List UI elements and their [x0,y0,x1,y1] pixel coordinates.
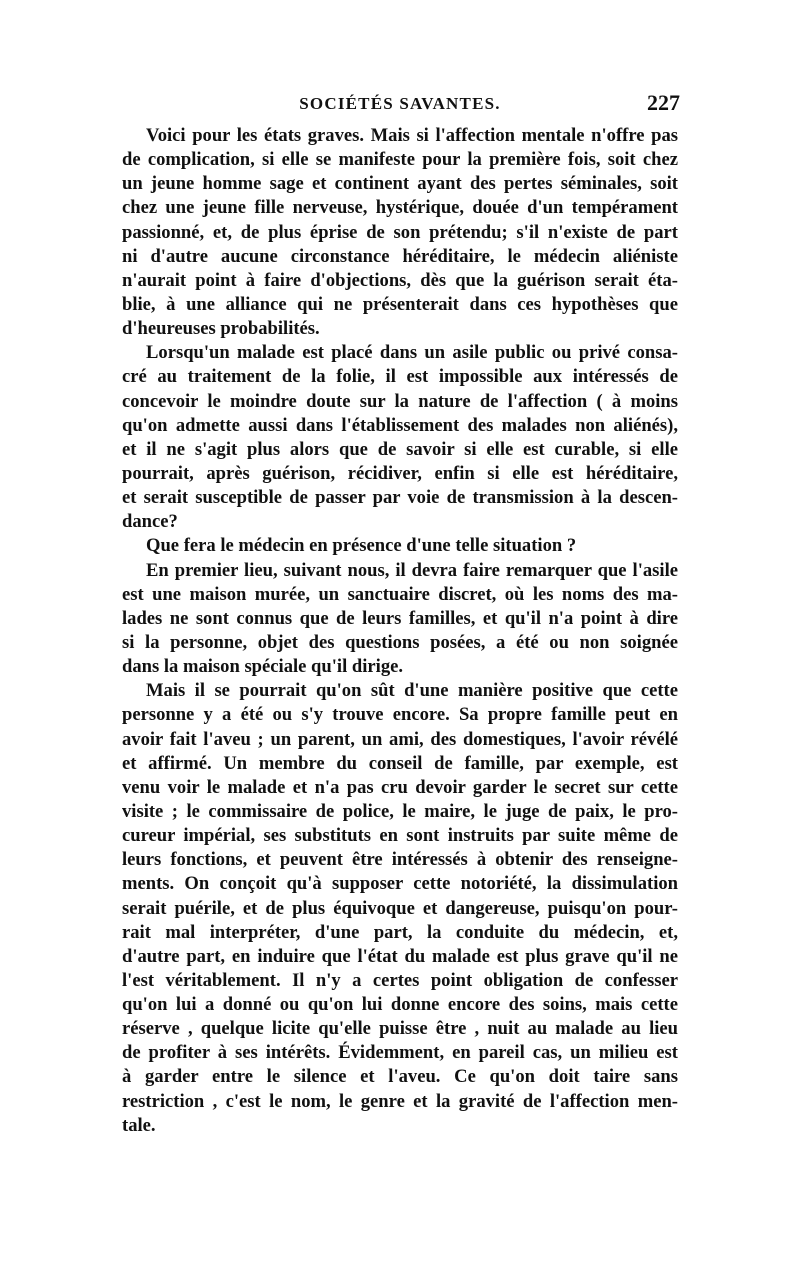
paragraph [122,559,678,680]
running-head-title: SOCIÉTÉS SAVANTES. [299,94,501,113]
text-line: venu voir le malade et n'a pas cru devoir garder le secret sur cette [122,776,678,798]
text-line: un jeune homme sage et continent ayant des pertes séminales, soit [122,173,678,195]
text-line: à garder entre le silence et l'aveu. Ce qu'on doit taire sans [122,1066,678,1088]
text-line: blie, à une alliance qui ne présenterait dans ces hypothèses que [122,293,678,315]
text-line: qu'on admette aussi dans l'établissement des malades non aliénés), [122,414,678,436]
text-line: serait puérile, et de plus équivoque et dangereuse, puisqu'on pour- [122,897,678,919]
text-line: Lorsqu'un malade est placé dans un asile public ou privé consa- [146,342,678,364]
text-line: ni d'autre aucune circonstance héréditaire, le médecin aliéniste [122,245,678,267]
text-line: restriction , c'est le nom, le genre et la gravité de l'affection men- [122,1090,678,1112]
text-line: visite ; le commissaire de police, le maire, le juge de paix, le pro- [122,800,678,822]
paragraph [122,679,678,1138]
text-line: est une maison murée, un sanctuaire discret, où les noms des ma- [122,583,678,605]
body-text [122,124,678,1138]
text-line: cré au traitement de la folie, il est impossible aux intéressés de [122,366,678,388]
running-head [120,92,680,120]
paragraph [122,124,678,341]
text-line: tale. [122,1114,156,1136]
text-line: cureur impérial, ses substituts en sont instruits par suite même de [122,825,678,847]
text-line: d'autre part, en induire que l'état du malade est plus grave qu'il ne [122,945,678,967]
text-line: En premier lieu, suivant nous, il devra faire remarquer que l'asile [146,559,678,581]
paragraph [122,534,678,558]
text-line: de profiter à ses intérêts. Évidemment, en pareil cas, un milieu est [122,1042,678,1064]
text-line: personne y a été ou s'y trouve encore. Sa propre famille peut en [122,704,678,726]
text-line: dance? [122,511,178,533]
text-line: dans la maison spéciale qu'il dirige. [122,656,404,678]
text-line: si la personne, objet des questions posées, a été ou non soignée [122,631,678,653]
text-line: concevoir le moindre doute sur la nature de l'affection ( à moins [122,390,678,412]
text-line: Que fera le médecin en présence d'une telle situation ? [146,535,577,557]
text-line: pourrait, après guérison, récidiver, enfin si elle est héréditaire, [122,462,678,484]
text-line: leurs fonctions, et peuvent être intéressés à obtenir des renseigne- [122,849,678,871]
text-line: et affirmé. Un membre du conseil de famille, par exemple, est [122,752,678,774]
text-line: chez une jeune fille nerveuse, hystérique, douée d'un tempérament [122,197,678,219]
text-line: et il ne s'agit plus alors que de savoir si elle est curable, si elle [122,438,678,460]
text-line: qu'on lui a donné ou qu'on lui donne encore des soins, mais cette [122,994,678,1016]
text-line: lades ne sont connus que de leurs familles, et qu'il n'a point à dire [122,607,678,629]
text-line: passionné, et, de plus éprise de son prétendu; s'il n'existe de part [122,221,678,243]
text-line: avoir fait l'aveu ; un parent, un ami, des domestiques, l'avoir révélé [122,728,678,750]
text-line: ments. On conçoit qu'à supposer cette notoriété, la dissimulation [122,873,678,895]
text-line: n'aurait point à faire d'objections, dès que la guérison serait éta- [122,269,678,291]
paragraph [122,341,678,534]
text-line: Mais il se pourrait qu'on sût d'une manière positive que cette [146,680,678,702]
text-line: l'est véritablement. Il n'y a certes point obligation de confesser [122,969,678,991]
text-line: Voici pour les états graves. Mais si l'affection mentale n'offre pas [146,125,678,146]
text-line: réserve , quelque licite qu'elle puisse être , nuit au malade au lieu [122,1018,678,1040]
text-line: et serait susceptible de passer par voie de transmission à la descen- [122,487,678,509]
page-number: 227 [647,90,680,115]
text-line: d'heureuses probabilités. [122,318,320,340]
text-line: de complication, si elle se manifeste pour la première fois, soit chez [122,149,678,171]
text-line: rait mal interpréter, d'une part, la conduite du médecin, et, [122,921,678,943]
